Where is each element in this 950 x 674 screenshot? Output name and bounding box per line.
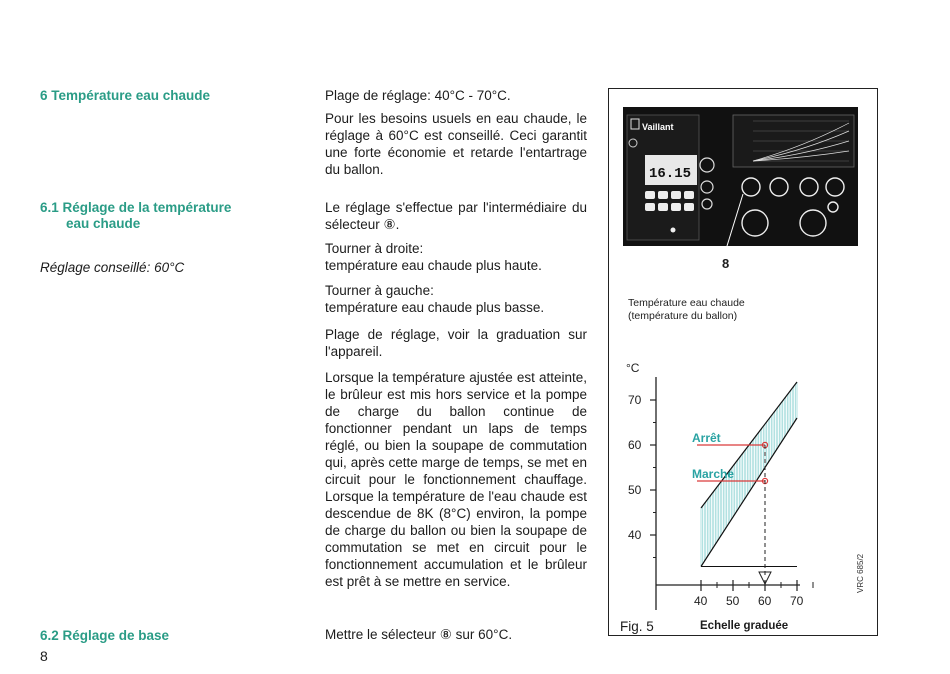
control-panel-image xyxy=(623,107,858,246)
section-6-1-line2: eau chaude xyxy=(66,216,141,231)
caption-line-1: Température eau chaude xyxy=(628,297,745,309)
y-tick-label: 70 xyxy=(628,393,642,407)
display-time: 16.15 xyxy=(649,166,692,182)
arret-label: Arrêt xyxy=(692,431,721,445)
turn-right-label: Tourner à droite: xyxy=(325,241,424,256)
figure-caption xyxy=(628,297,745,323)
marche-label: Marche xyxy=(692,467,735,481)
turn-left-block xyxy=(325,282,587,316)
callout-number: 8 xyxy=(722,256,730,271)
scale-label: Echelle graduée xyxy=(700,620,789,632)
figure-number: Fig. 5 xyxy=(620,619,654,634)
reference-code-wrapper xyxy=(856,553,896,623)
turn-left-effect: température eau chaude plus basse. xyxy=(325,300,545,315)
x-tick-label: 60 xyxy=(758,594,772,608)
selector-paragraph: Le réglage s'effectue par l'intermédiaire du sélecteur ⑧. xyxy=(325,200,587,232)
recommendation-paragraph: Pour les besoins usuels en eau chaude, le réglage à 60°C est conseillé. Ceci garantit une forte économie et retarde l'entartrage du ballon. xyxy=(325,111,587,177)
recommended-setting: Réglage conseillé: 60°C xyxy=(40,260,185,275)
temperature-chart xyxy=(610,355,876,615)
brand-logo: Vaillant xyxy=(642,122,674,132)
caption-line-2: (température du ballon) xyxy=(628,310,738,322)
section-6-2-heading: 6.2 Réglage de base xyxy=(40,628,170,643)
section-6-1-heading xyxy=(40,200,231,232)
y-tick-label: 60 xyxy=(628,438,642,452)
x-tick-label: 50 xyxy=(726,594,740,608)
graduation-paragraph: Plage de réglage, voir la graduation sur l'appareil. xyxy=(325,327,587,359)
y-tick-label: 40 xyxy=(628,528,642,542)
y-tick-label: 50 xyxy=(628,483,642,497)
turn-right-block xyxy=(325,240,587,274)
x-tick-label: 40 xyxy=(694,594,708,608)
basic-setting-paragraph: Mettre le sélecteur ⑧ sur 60°C. xyxy=(325,627,513,642)
operation-paragraph: Lorsque la température ajustée est atteinte, le brûleur est mis hors service et la pompe de charge du ballon continue de fonctionner pendant un laps de temps réglé, ou bien la soupape de commutation qui, après cette marge de temps, se met en circuit pour le fonctionnement chauffage. Lorsque la température de l'eau chaude est descendue de 8K (8°C) environ, la pompe de charge du ballon ou bien la soupape de commutation se met en circuit pour le fonctionnement accumulation et le brûleur est prêt à se mettre en service. xyxy=(325,370,587,589)
turn-right-effect: température eau chaude plus haute. xyxy=(325,258,542,273)
range-paragraph: Plage de réglage: 40°C - 70°C. xyxy=(325,88,511,103)
section-6-heading: 6 Température eau chaude xyxy=(40,88,211,103)
page-number: 8 xyxy=(40,648,48,664)
section-6-1-line1: 6.1 Réglage de la température xyxy=(40,200,232,215)
y-axis-unit: °C xyxy=(626,361,640,375)
reference-code: VRC 685/2 xyxy=(856,553,865,593)
y-ticks xyxy=(628,393,656,558)
turn-left-label: Tourner à gauche: xyxy=(325,283,434,298)
x-ticks xyxy=(694,580,813,608)
x-tick-label: 70 xyxy=(790,594,804,608)
control-panel-drawing xyxy=(623,107,858,246)
